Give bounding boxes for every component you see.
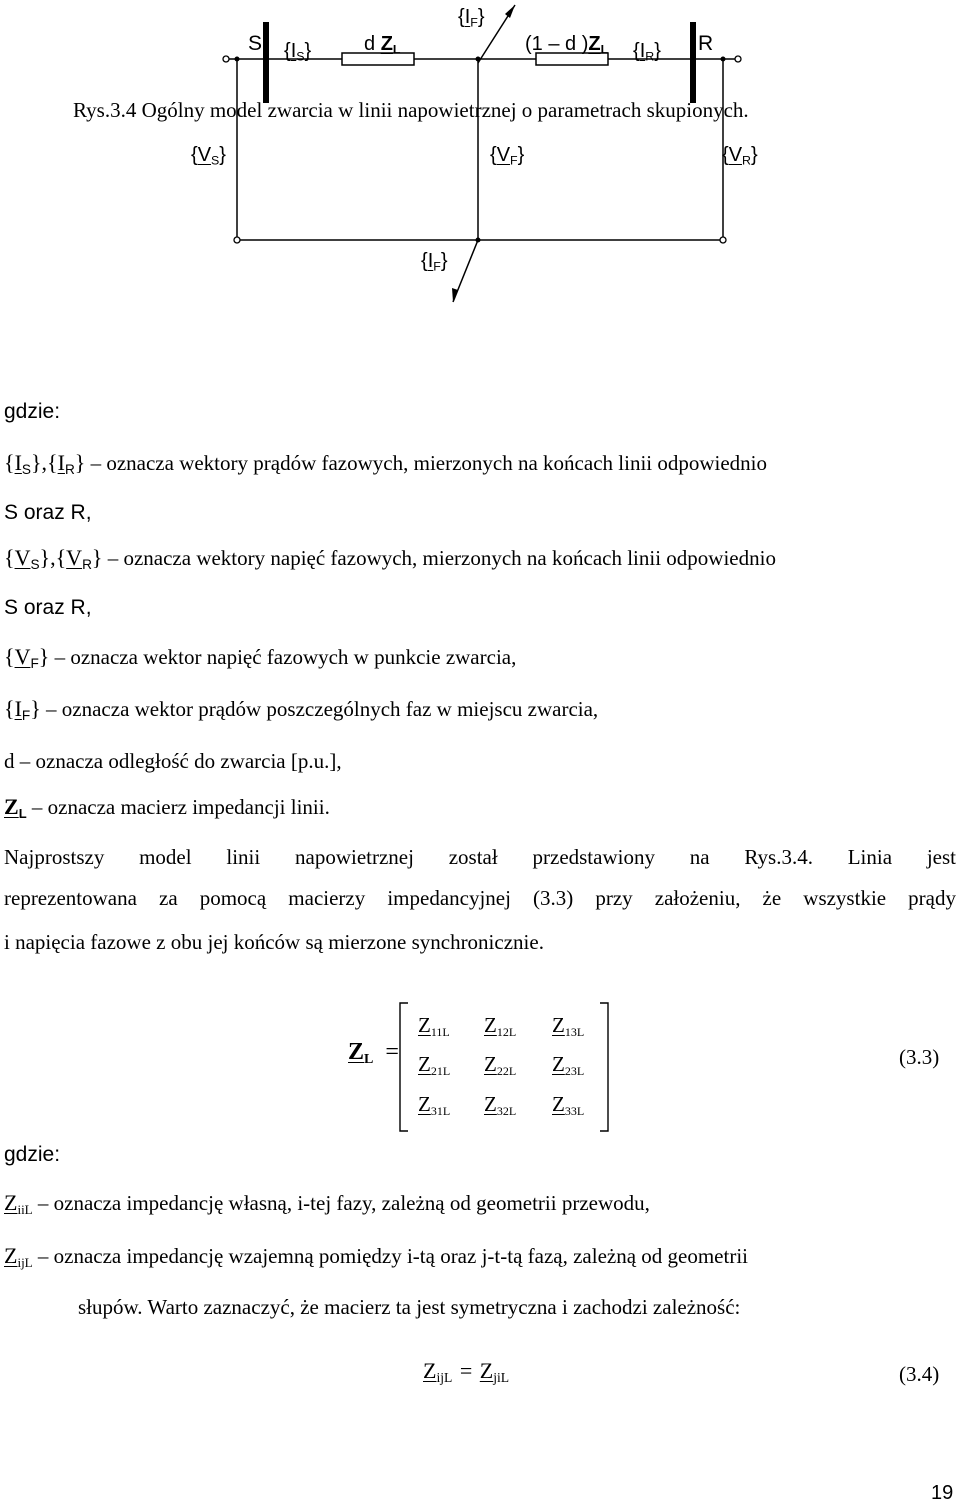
matrix-cell-32: $Z_{32L}$ xyxy=(484,1092,517,1119)
label-voltage-r: $\{V_R\}$ xyxy=(722,144,758,168)
page-number: 19 xyxy=(931,1482,954,1504)
legend-zij-cont: słupów. Warto zaznaczyć, że macierz ta jest symetryczna i zachodzi zależność: xyxy=(78,1295,741,1319)
matrix-cell-21: $Z_{21L}$ xyxy=(418,1052,451,1079)
label-bus-r: R xyxy=(698,32,714,55)
paragraph-line-1: Najprostszy model linii napowietrznej został przedstawiony na Rys.3.4. Linia jest xyxy=(4,845,956,869)
legend-is-ir: $\{I_S\},\{I_R\}$ – oznacza wektory prądów fazowych, mierzonych na końcach linii odpowiednio xyxy=(4,450,768,478)
terminal-top-right xyxy=(735,56,741,62)
gdzie-label-1: gdzie: xyxy=(4,400,61,423)
equation-3-4: $Z_{ijL} = Z_{jiL}$ xyxy=(423,1358,510,1386)
gdzie-label-2: gdzie: xyxy=(4,1143,61,1166)
label-voltage-s: $\{V_S\}$ xyxy=(191,144,226,168)
equation-3-3-number: (3.3) xyxy=(899,1045,940,1069)
matrix-zl xyxy=(398,1001,610,1133)
matrix-cell-12: $Z_{12L}$ xyxy=(484,1013,517,1040)
legend-zij: $Z_{ijL}$ – oznacza impedancję wzajemną pomiędzy i-tą oraz j-t-tą fazą, zależną od geometrii xyxy=(4,1243,749,1270)
junction-fault-bottom xyxy=(476,238,481,243)
matrix-cell-31: $Z_{31L}$ xyxy=(418,1092,451,1119)
label-current-r: $\{I_R\}$ xyxy=(633,40,661,64)
figure-caption: Rys.3.4 Ogólny model zwarcia w linii napowietrznej o parametrach skupionych. xyxy=(73,98,749,122)
matrix-cell-22: $Z_{22L}$ xyxy=(484,1052,517,1079)
label-bus-s: S xyxy=(248,32,263,55)
legend-vf: $\{V_F\}$ – oznacza wektor napięć fazowych w punkcie zwarcia, xyxy=(4,644,517,672)
label-current-f-bottom: $\{I_F\}$ xyxy=(421,250,448,274)
junction-s xyxy=(235,57,240,62)
legend-if: $\{I_F\}$ – oznacza wektor prądów poszczególnych faz w miejscu zwarcia, xyxy=(4,696,599,724)
label-voltage-f: $\{V_F\}$ xyxy=(490,144,525,168)
junction-fault-top xyxy=(476,57,481,62)
terminal-bottom-left xyxy=(234,237,240,243)
legend-vs-vr: $\{V_S\},\{V_R\}$ – oznacza wektory napięć fazowych, mierzonych na końcach linii odpowiednio xyxy=(4,545,776,573)
matrix-cell-23: $Z_{23L}$ xyxy=(552,1052,585,1079)
legend-zl: $Z_L$ – oznacza macierz impedancji linii. xyxy=(4,794,330,821)
label-current-f-top: $\{I_F\}$ xyxy=(458,6,485,30)
paragraph-line-3: i napięcia fazowe z obu jej końców są mierzone synchronicznie. xyxy=(4,930,544,954)
label-impedance-left: d $Z_L$ xyxy=(364,33,401,57)
terminal-bottom-right xyxy=(720,237,726,243)
legend-d: d – oznacza odległość do zwarcia [p.u.], xyxy=(4,749,342,773)
circuit-diagram xyxy=(0,0,960,320)
legend-zii: $Z_{iiL}$ – oznacza impedancję własną, i-tej fazy, zależną od geometrii przewodu, xyxy=(4,1190,650,1217)
label-impedance-right: (1 – d )$Z_L$ xyxy=(525,33,609,57)
legend-is-ir-cont: S oraz R, xyxy=(4,501,92,524)
fault-arrowhead-top xyxy=(505,5,515,18)
matrix-cell-33: $Z_{33L}$ xyxy=(552,1092,585,1119)
matrix-cell-11: $Z_{11L}$ xyxy=(418,1013,450,1040)
legend-vs-vr-cont: S oraz R, xyxy=(4,596,92,619)
fault-arrowhead-bottom xyxy=(452,288,458,302)
equation-3-3-lhs: $Z_L$ = xyxy=(348,1039,399,1068)
equation-3-4-number: (3.4) xyxy=(899,1362,940,1386)
matrix-cell-13: $Z_{13L}$ xyxy=(552,1013,585,1040)
junction-r xyxy=(721,57,726,62)
paragraph-line-2: reprezentowana za pomocą macierzy impedancyjnej (3.3) przy założeniu, że wszystkie prądy xyxy=(4,886,956,910)
label-current-s: $\{I_S\}$ xyxy=(284,40,312,64)
terminal-top-left xyxy=(223,56,229,62)
